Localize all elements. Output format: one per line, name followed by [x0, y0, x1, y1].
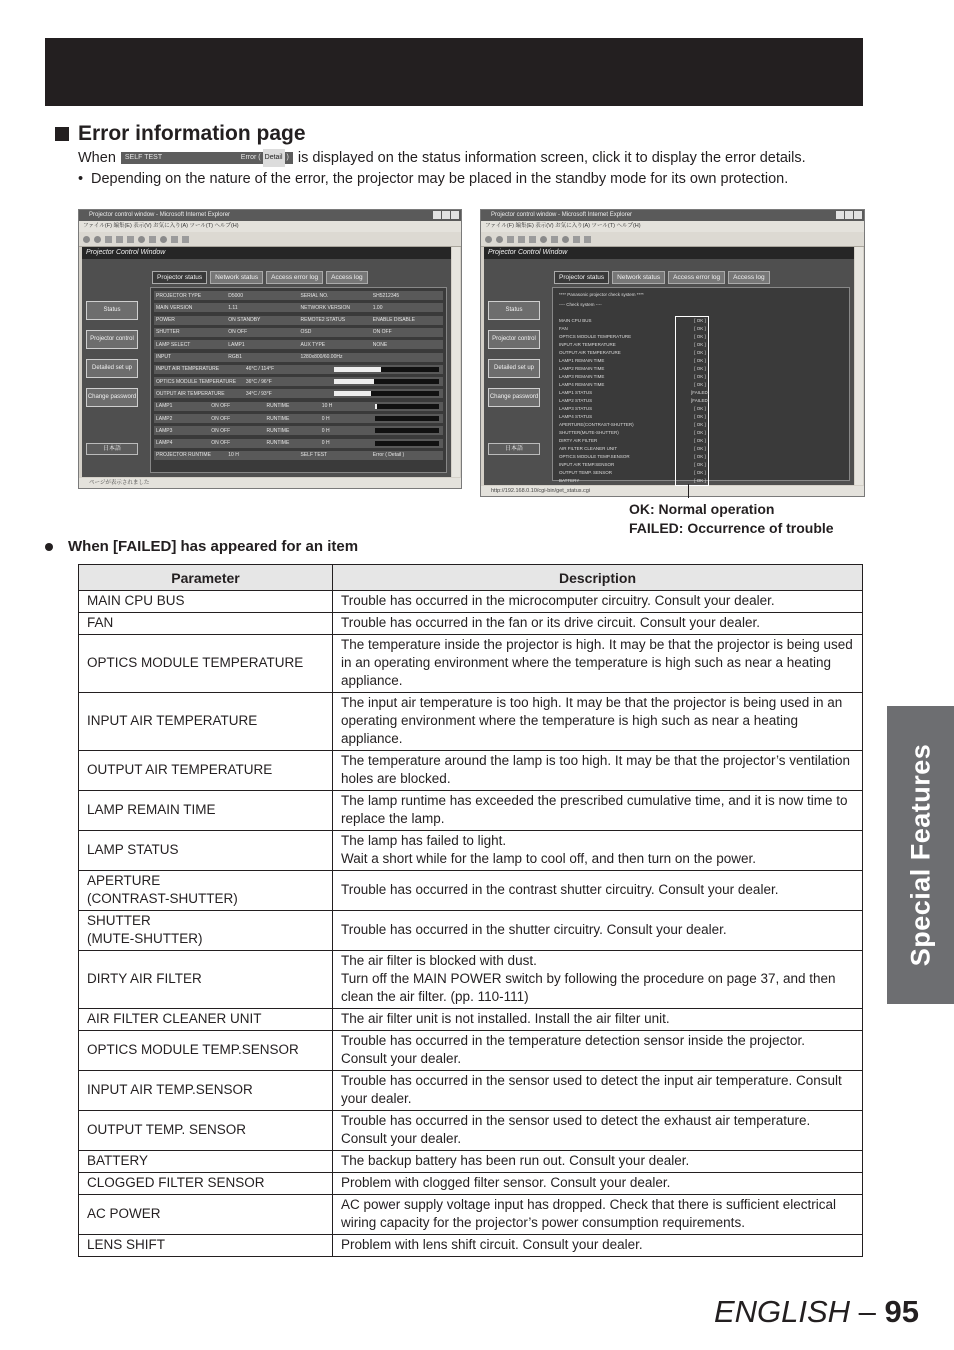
param-cell: LAMP STATUS: [79, 831, 333, 871]
level-bar-fill: [375, 404, 377, 409]
error-item: [559, 454, 843, 461]
table-row: [79, 751, 863, 791]
window-title: Projector control window - Microsoft Internet Explorer: [491, 212, 633, 218]
home-icon: [529, 236, 536, 243]
error-list-heading: **** Panasonic projector check system ****: [559, 292, 644, 297]
refresh-icon: [518, 236, 525, 243]
minimize-icon: [433, 211, 441, 219]
minimize-icon: [836, 211, 844, 219]
description-cell: Problem with lens shift circuit. Consult your dealer.: [333, 1235, 863, 1257]
error-item-status: [ OK ]: [694, 414, 706, 419]
param-cell: APERTURE (CONTRAST-SHUTTER): [79, 871, 333, 911]
status-cell: MAIN VERSION: [156, 304, 193, 311]
window-title: Projector control window - Microsoft Internet Explorer: [89, 212, 231, 218]
error-item-status: [ OK ]: [694, 350, 706, 355]
web-page-area: [484, 247, 854, 485]
error-item: [559, 318, 843, 325]
status-cell: INPUT AIR TEMPERATURE: [156, 366, 220, 373]
status-cell: ON STANDBY: [228, 317, 261, 324]
status-cell: AUX TYPE: [300, 341, 326, 348]
param-cell: MAIN CPU BUS: [79, 591, 333, 613]
table-row: [79, 911, 863, 951]
description-cell: Trouble has occurred in the sensor used to detect the exhaust air temperature. Consult your dealer.: [333, 1111, 863, 1151]
bullet-icon: [45, 543, 53, 551]
error-item-status: [ OK ]: [694, 462, 706, 467]
header-parameter: Parameter: [79, 565, 333, 591]
error-detail-screenshot: [480, 209, 865, 497]
status-cell: 10 H: [228, 452, 239, 459]
level-bar-fill: [334, 379, 374, 384]
pcw-nav-detailed-set-up: Detailed set up: [86, 359, 138, 378]
pcw-language-button: 日本語: [86, 443, 138, 455]
table-row: [79, 1071, 863, 1111]
back-icon: [83, 236, 90, 243]
mail-icon: [171, 236, 178, 243]
status-row: [154, 426, 443, 435]
error-item: [559, 470, 843, 477]
description-cell: The air filter is blocked with dust. Turn off the MAIN POWER switch by following the procedure on page 37, and then clean the air filter. (pp. 110-111): [333, 951, 863, 1009]
error-item: [559, 414, 843, 421]
table-row: [79, 1009, 863, 1031]
side-tab-label: Special Features: [905, 743, 935, 967]
error-item-name: OUTPUT AIR TEMPERATURE: [559, 350, 621, 355]
description-cell: Trouble has occurred in the microcomputer circuitry. Consult your dealer.: [333, 591, 863, 613]
error-item: [559, 326, 843, 333]
table-row: [79, 1111, 863, 1151]
status-cell: ON OFF: [211, 440, 231, 447]
status-cell: 34°C / 93°F: [245, 390, 272, 397]
error-list-subheading: ---- Check system ----: [559, 302, 602, 307]
error-item-name: OPTICS MODULE TEMP.SENSOR: [559, 454, 630, 459]
history-icon: [562, 236, 569, 243]
error-item-name: LAMP2 STATUS: [559, 398, 593, 403]
level-bar: [375, 416, 439, 421]
param-cell: OUTPUT AIR TEMPERATURE: [79, 751, 333, 791]
level-bar: [375, 428, 439, 433]
description-cell: The temperature around the lamp is too high. It may be that the projector’s ventilation holes are blocked.: [333, 751, 863, 791]
status-cell: 1280x800/60.00Hz: [300, 354, 343, 360]
table-row: [79, 1173, 863, 1195]
intro-before: When: [78, 150, 116, 166]
param-cell: LENS SHIFT: [79, 1235, 333, 1257]
table-row: [79, 791, 863, 831]
pcw-tab-projector-status: Projector status: [152, 271, 207, 284]
error-item: [559, 478, 843, 485]
error-item-status: [ OK ]: [694, 358, 706, 363]
pcw-tab-access-log: Access log: [326, 271, 367, 284]
section-square-icon: [55, 127, 69, 141]
error-item-status: [ OK ]: [694, 422, 706, 427]
table-row: [79, 693, 863, 751]
description-cell: Problem with clogged filter sensor. Consult your dealer.: [333, 1173, 863, 1195]
param-cell: OPTICS MODULE TEMP.SENSOR: [79, 1031, 333, 1071]
callout-leader-line: [688, 484, 689, 498]
description-cell: Trouble has occurred in the contrast shutter circuitry. Consult your dealer.: [333, 871, 863, 911]
table-row: [79, 1151, 863, 1173]
print-icon: [182, 236, 189, 243]
status-cell: SH5212345: [372, 292, 400, 299]
error-item-status: [ OK ]: [694, 366, 706, 371]
pcw-tab-access-error-log: Access error log: [266, 271, 323, 284]
close-icon: [854, 211, 862, 219]
stop-icon: [507, 236, 514, 243]
error-item: [559, 366, 843, 373]
error-item-status: [ OK ]: [694, 406, 706, 411]
forward-icon: [94, 236, 101, 243]
pcw-nav-projector-control: Projector control: [86, 330, 138, 349]
error-item-status: [ OK ]: [694, 374, 706, 379]
status-cell: SERIAL NO.: [300, 292, 329, 299]
intro-line: [78, 149, 806, 167]
error-item: [559, 358, 843, 365]
self-test-strip-detail-button: Detail: [263, 149, 285, 167]
error-item: [559, 446, 843, 453]
error-item-name: DIRTY AIR FILTER: [559, 438, 598, 443]
error-item-name: MAIN CPU BUS: [559, 318, 592, 323]
status-row: [154, 353, 443, 362]
status-cell: NETWORK VERSION: [300, 304, 350, 311]
window-titlebar: [79, 210, 461, 221]
table-header-row: [79, 565, 863, 591]
refresh-icon: [116, 236, 123, 243]
status-row: [154, 303, 443, 312]
status-cell: LAMP SELECT: [156, 341, 191, 348]
status-cell: RUNTIME: [266, 440, 290, 447]
status-cell: PROJECTOR TYPE: [156, 292, 202, 299]
description-cell: The lamp has failed to light. Wait a short while for the lamp to cool off, and then turn on the power.: [333, 831, 863, 871]
param-cell: FAN: [79, 613, 333, 635]
table-row: [79, 1195, 863, 1235]
pcw-tabs: [554, 271, 770, 284]
self-test-strip-label: SELF TEST: [124, 154, 163, 161]
error-item: [559, 438, 843, 445]
error-item-status: [ OK ]: [694, 478, 706, 483]
table-row: [79, 831, 863, 871]
bullet-dot: •: [78, 171, 84, 187]
pcw-tabs: [152, 271, 368, 284]
table-row: [79, 1031, 863, 1071]
self-test-strip-error-prefix: Error (: [240, 154, 261, 161]
error-item: [559, 430, 843, 437]
status-cell: 36°C / 96°F: [245, 378, 272, 385]
description-cell: The backup battery has been run out. Consult your dealer.: [333, 1151, 863, 1173]
menu-bar: ファイル(F) 編集(E) 表示(V) お気に入り(A) ツール(T) ヘルプ(H): [481, 221, 864, 232]
error-item-status: [FAILED]: [690, 390, 709, 395]
status-row: [154, 451, 443, 460]
page-number: 95: [884, 1294, 919, 1329]
error-item: [559, 342, 843, 349]
status-cell: 1.11: [228, 304, 238, 311]
legend-ok: OK: Normal operation: [629, 501, 775, 517]
pcw-nav-change-password: Change password: [488, 388, 540, 407]
status-cell: D5000: [228, 292, 243, 299]
table-row: [79, 951, 863, 1009]
description-cell: Trouble has occurred in the shutter circuitry. Consult your dealer.: [333, 911, 863, 951]
browser-toolbar: [481, 232, 864, 247]
description-cell: Trouble has occurred in the temperature detection sensor inside the projector. Consult your dealer.: [333, 1031, 863, 1071]
description-cell: The input air temperature is too high. It may be that the projector is being used in an operating environment where the temperature is high such as near a heating appliance.: [333, 693, 863, 751]
error-item: [559, 374, 843, 381]
status-cell: LAMP3: [156, 427, 173, 434]
error-item-name: AIR FILTER CLEANER UNIT: [559, 446, 618, 451]
status-row: [154, 439, 443, 448]
table-row: [79, 871, 863, 911]
status-row: [154, 389, 443, 398]
pcw-nav-change-password: Change password: [86, 388, 138, 407]
print-icon: [584, 236, 591, 243]
maximize-icon: [845, 211, 853, 219]
param-cell: LAMP REMAIN TIME: [79, 791, 333, 831]
description-cell: The temperature inside the projector is high. It may be that the projector is being used in an operating environment where the temperature is high such as near a heating appliance.: [333, 635, 863, 693]
error-item: [559, 334, 843, 341]
status-row: [154, 328, 443, 337]
pcw-tab-access-error-log: Access error log: [668, 271, 725, 284]
error-item: [559, 350, 843, 357]
pcw-tab-network-status: Network status: [210, 271, 263, 284]
browser-statusbar: http://192.168.0.10/cgi-bin/get_status.cgi: [481, 486, 864, 496]
status-cell: POWER: [156, 317, 175, 324]
pcw-header: Projector Control Window: [484, 247, 854, 259]
status-cell: 1.00: [372, 304, 383, 311]
description-cell: Trouble has occurred in the sensor used to detect the input air temperature. Consult your dealer.: [333, 1071, 863, 1111]
status-legend: [629, 500, 834, 538]
error-item: [559, 462, 843, 469]
forward-icon: [496, 236, 503, 243]
favorites-icon: [149, 236, 156, 243]
level-bar: [334, 367, 439, 372]
pcw-tab-projector-status: Projector status: [554, 271, 609, 284]
failed-heading: [45, 538, 358, 555]
table-row: [79, 591, 863, 613]
protection-note: [78, 170, 868, 188]
scrollbar: [855, 247, 863, 485]
status-cell: PROJECTOR RUNTIME: [156, 452, 211, 459]
status-page-screenshot: [78, 209, 462, 489]
error-item: [559, 406, 843, 413]
status-cell: OSD: [300, 329, 312, 336]
close-icon: [451, 211, 459, 219]
param-cell: AIR FILTER CLEANER UNIT: [79, 1009, 333, 1031]
param-cell: SHUTTER (MUTE-SHUTTER): [79, 911, 333, 951]
maximize-icon: [442, 211, 450, 219]
description-cell: Trouble has occurred in the fan or its drive circuit. Consult your dealer.: [333, 613, 863, 635]
browser-toolbar: [79, 232, 461, 247]
error-item-status: [ OK ]: [694, 382, 706, 387]
status-row: [154, 316, 443, 325]
table-row: [79, 635, 863, 693]
error-item-status: [ OK ]: [694, 326, 706, 331]
pcw-nav-status: Status: [488, 301, 540, 320]
header-description: Description: [333, 565, 863, 591]
self-test-strip-image: [121, 152, 293, 164]
status-cell: NONE: [372, 341, 388, 348]
self-test-strip-error: [241, 149, 289, 167]
level-bar-fill: [334, 367, 381, 372]
error-item: [559, 390, 843, 397]
web-page-area: [82, 247, 451, 477]
status-cell: RUNTIME: [266, 427, 290, 434]
error-item-name: LAMP2 REMAIN TIME: [559, 366, 605, 371]
window-buttons: [836, 211, 862, 219]
error-item-name: APERTURE(CONTRAST-SHUTTER): [559, 422, 634, 427]
scrollbar: [452, 247, 460, 477]
chapter-header-bar: [45, 38, 863, 106]
error-item-name: INPUT AIR TEMP.SENSOR: [559, 462, 615, 467]
error-item-name: OUTPUT TEMP. SENSOR: [559, 470, 613, 475]
param-cell: INPUT AIR TEMPERATURE: [79, 693, 333, 751]
pcw-nav-status: Status: [86, 301, 138, 320]
error-item: [559, 398, 843, 405]
error-list-panel: [552, 287, 850, 481]
status-cell: RUNTIME: [266, 403, 290, 410]
status-cell: REMOTE2 STATUS: [300, 317, 346, 324]
error-item: [559, 422, 843, 429]
mail-icon: [573, 236, 580, 243]
status-cell: OUTPUT AIR TEMPERATURE: [156, 390, 225, 397]
param-cell: INPUT AIR TEMP.SENSOR: [79, 1071, 333, 1111]
home-icon: [127, 236, 134, 243]
status-cell: ON OFF: [211, 403, 231, 410]
param-cell: OPTICS MODULE TEMPERATURE: [79, 635, 333, 693]
pcw-language-button: 日本語: [488, 443, 540, 455]
status-cell: OPTICS MODULE TEMPERATURE: [156, 378, 237, 385]
section-title: [55, 122, 306, 146]
status-cell: 10 H: [321, 403, 333, 410]
error-item-status: [FAILED]: [690, 398, 709, 403]
error-item-status: [ OK ]: [694, 318, 706, 323]
status-row: [154, 414, 443, 423]
error-item-name: LAMP1 STATUS: [559, 390, 593, 395]
pcw-nav-projector-control: Projector control: [488, 330, 540, 349]
failed-heading-text: When [FAILED] has appeared for an item: [68, 538, 359, 555]
error-item-status: [ OK ]: [694, 430, 706, 435]
pcw-nav-detailed-set-up: Detailed set up: [488, 359, 540, 378]
error-item-status: [ OK ]: [694, 334, 706, 339]
intro-after: is displayed on the status information screen, click it to display the error details.: [297, 150, 806, 166]
status-row: [154, 291, 443, 300]
error-item-name: LAMP3 STATUS: [559, 406, 593, 411]
status-cell: 0 H: [321, 415, 330, 422]
menu-bar: ファイル(F) 編集(E) 表示(V) お気に入り(A) ツール(T) ヘルプ(H): [79, 221, 461, 232]
error-item-status: [ OK ]: [694, 342, 706, 347]
table-row: [79, 1235, 863, 1257]
footer-language: ENGLISH: [713, 1294, 851, 1329]
error-item-status: [ OK ]: [694, 446, 706, 451]
back-icon: [485, 236, 492, 243]
param-cell: DIRTY AIR FILTER: [79, 951, 333, 1009]
status-panel: [150, 287, 447, 473]
search-icon: [138, 236, 145, 243]
level-bar: [334, 379, 439, 384]
error-item-status: [ OK ]: [694, 454, 706, 459]
window-buttons: [433, 211, 459, 219]
level-bar-fill: [334, 391, 371, 396]
error-item-name: LAMP4 STATUS: [559, 414, 593, 419]
error-item-status: [ OK ]: [694, 470, 706, 475]
section-title-text: Error information page: [78, 122, 306, 145]
status-cell: Error ( Detail ): [372, 452, 405, 459]
status-cell: LAMP1: [228, 341, 245, 348]
chapter-side-tab: [887, 706, 954, 1004]
status-row: [154, 340, 443, 349]
error-item-name: LAMP1 REMAIN TIME: [559, 358, 605, 363]
favorites-icon: [551, 236, 558, 243]
search-icon: [540, 236, 547, 243]
status-cell: 0 H: [321, 440, 330, 447]
error-item-name: FAN: [559, 326, 568, 331]
page-footer: [714, 1294, 919, 1330]
status-cell: ON OFF: [228, 329, 248, 336]
param-cell: CLOGGED FILTER SENSOR: [79, 1173, 333, 1195]
level-bar: [334, 391, 439, 396]
error-item-name: INPUT AIR TEMPERATURE: [559, 342, 616, 347]
description-cell: AC power supply voltage input has dropped. Check that there is sufficient electrical wiring capacity for the projector’s power consumption requirements.: [333, 1195, 863, 1235]
error-item-name: LAMP3 REMAIN TIME: [559, 374, 605, 379]
status-row: [154, 377, 443, 386]
error-item-name: SHUTTER(MUTE-SHUTTER): [559, 430, 619, 435]
status-cell: LAMP2: [156, 415, 173, 422]
status-cell: ON OFF: [372, 329, 392, 336]
footer-dash: –: [850, 1294, 885, 1329]
param-cell: BATTERY: [79, 1151, 333, 1173]
error-item-status: [ OK ]: [694, 438, 706, 443]
status-cell: LAMP1: [156, 403, 173, 410]
error-item-name: LAMP4 REMAIN TIME: [559, 382, 605, 387]
table-row: [79, 613, 863, 635]
error-item-name: BATTERY: [559, 478, 580, 483]
status-cell: SELF TEST: [300, 452, 328, 459]
level-bar: [375, 441, 439, 446]
status-cell: ON OFF: [211, 415, 231, 422]
status-row: [154, 402, 443, 411]
description-cell: The lamp runtime has exceeded the prescribed cumulative time, and it is now time to replace the lamp.: [333, 791, 863, 831]
error-item-name: OPTICS MODULE TEMPERATURE: [559, 334, 632, 339]
stop-icon: [105, 236, 112, 243]
error-parameter-table: [78, 564, 863, 1257]
protection-note-text: Depending on the nature of the error, the projector may be placed in the standby mode for its own protection.: [91, 171, 789, 187]
status-cell: SHUTTER: [156, 329, 180, 336]
status-cell: ENABLE DISABLE: [372, 317, 415, 324]
legend-failed: FAILED: Occurrence of trouble: [629, 520, 834, 536]
status-cell: RGB1: [228, 354, 242, 360]
status-row: [154, 365, 443, 374]
status-cell: LAMP4: [156, 440, 173, 447]
history-icon: [160, 236, 167, 243]
status-cell: INPUT: [156, 354, 171, 360]
status-cell: 46°C / 114°F: [245, 366, 275, 373]
pcw-tab-network-status: Network status: [612, 271, 665, 284]
status-cell: ON OFF: [211, 427, 231, 434]
window-titlebar: [481, 210, 864, 221]
pcw-header: Projector Control Window: [82, 247, 451, 259]
self-test-strip-error-suffix: ): [286, 154, 289, 161]
param-cell: OUTPUT TEMP. SENSOR: [79, 1111, 333, 1151]
status-cell: RUNTIME: [266, 415, 290, 422]
description-cell: The air filter unit is not installed. Install the air filter unit.: [333, 1009, 863, 1031]
pcw-tab-access-log: Access log: [728, 271, 769, 284]
error-item: [559, 382, 843, 389]
level-bar: [375, 404, 439, 409]
param-cell: AC POWER: [79, 1195, 333, 1235]
browser-statusbar: ページが表示されました: [79, 478, 461, 488]
status-cell: 0 H: [321, 427, 330, 434]
